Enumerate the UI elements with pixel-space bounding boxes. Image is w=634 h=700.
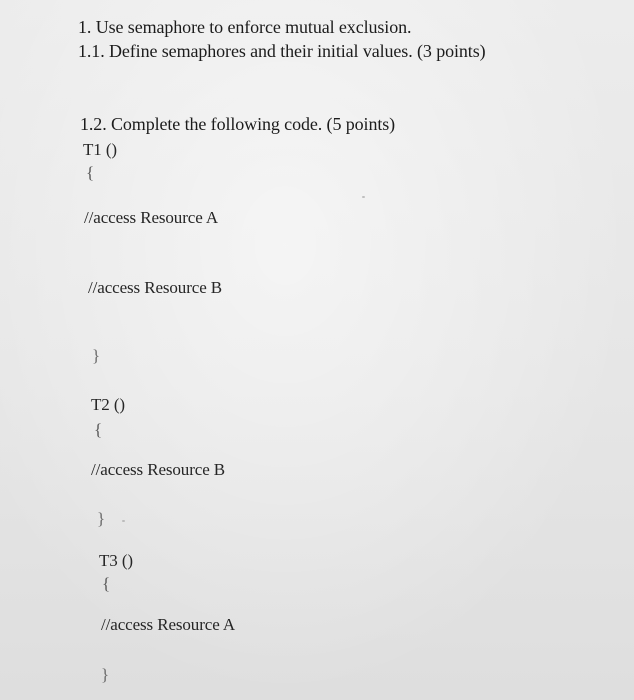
t2-close-brace: } [97, 509, 106, 528]
t2-open-brace: { [94, 420, 103, 439]
paper-speck [362, 196, 365, 198]
question-title: 1. Use semaphore to enforce mutual exclusion. [78, 17, 412, 37]
t1-open-brace: { [86, 163, 95, 182]
t1-comment-resource-a: //access Resource A [84, 208, 219, 227]
t3-close-brace: } [101, 665, 110, 684]
t1-comment-resource-b: //access Resource B [88, 278, 223, 297]
paper-speck [122, 520, 125, 522]
t1-close-brace: } [92, 346, 101, 365]
question-part-2: 1.2. Complete the following code. (5 points) [80, 114, 396, 134]
t2-comment-resource-b: //access Resource B [91, 460, 226, 479]
t3-signature: T3 () [99, 551, 133, 570]
t3-comment-resource-a: //access Resource A [101, 615, 236, 634]
t3-open-brace: { [102, 574, 111, 593]
t2-signature: T2 () [91, 395, 125, 414]
t1-signature: T1 () [83, 140, 117, 159]
question-part-1: 1.1. Define semaphores and their initial values. (3 points) [78, 41, 486, 61]
